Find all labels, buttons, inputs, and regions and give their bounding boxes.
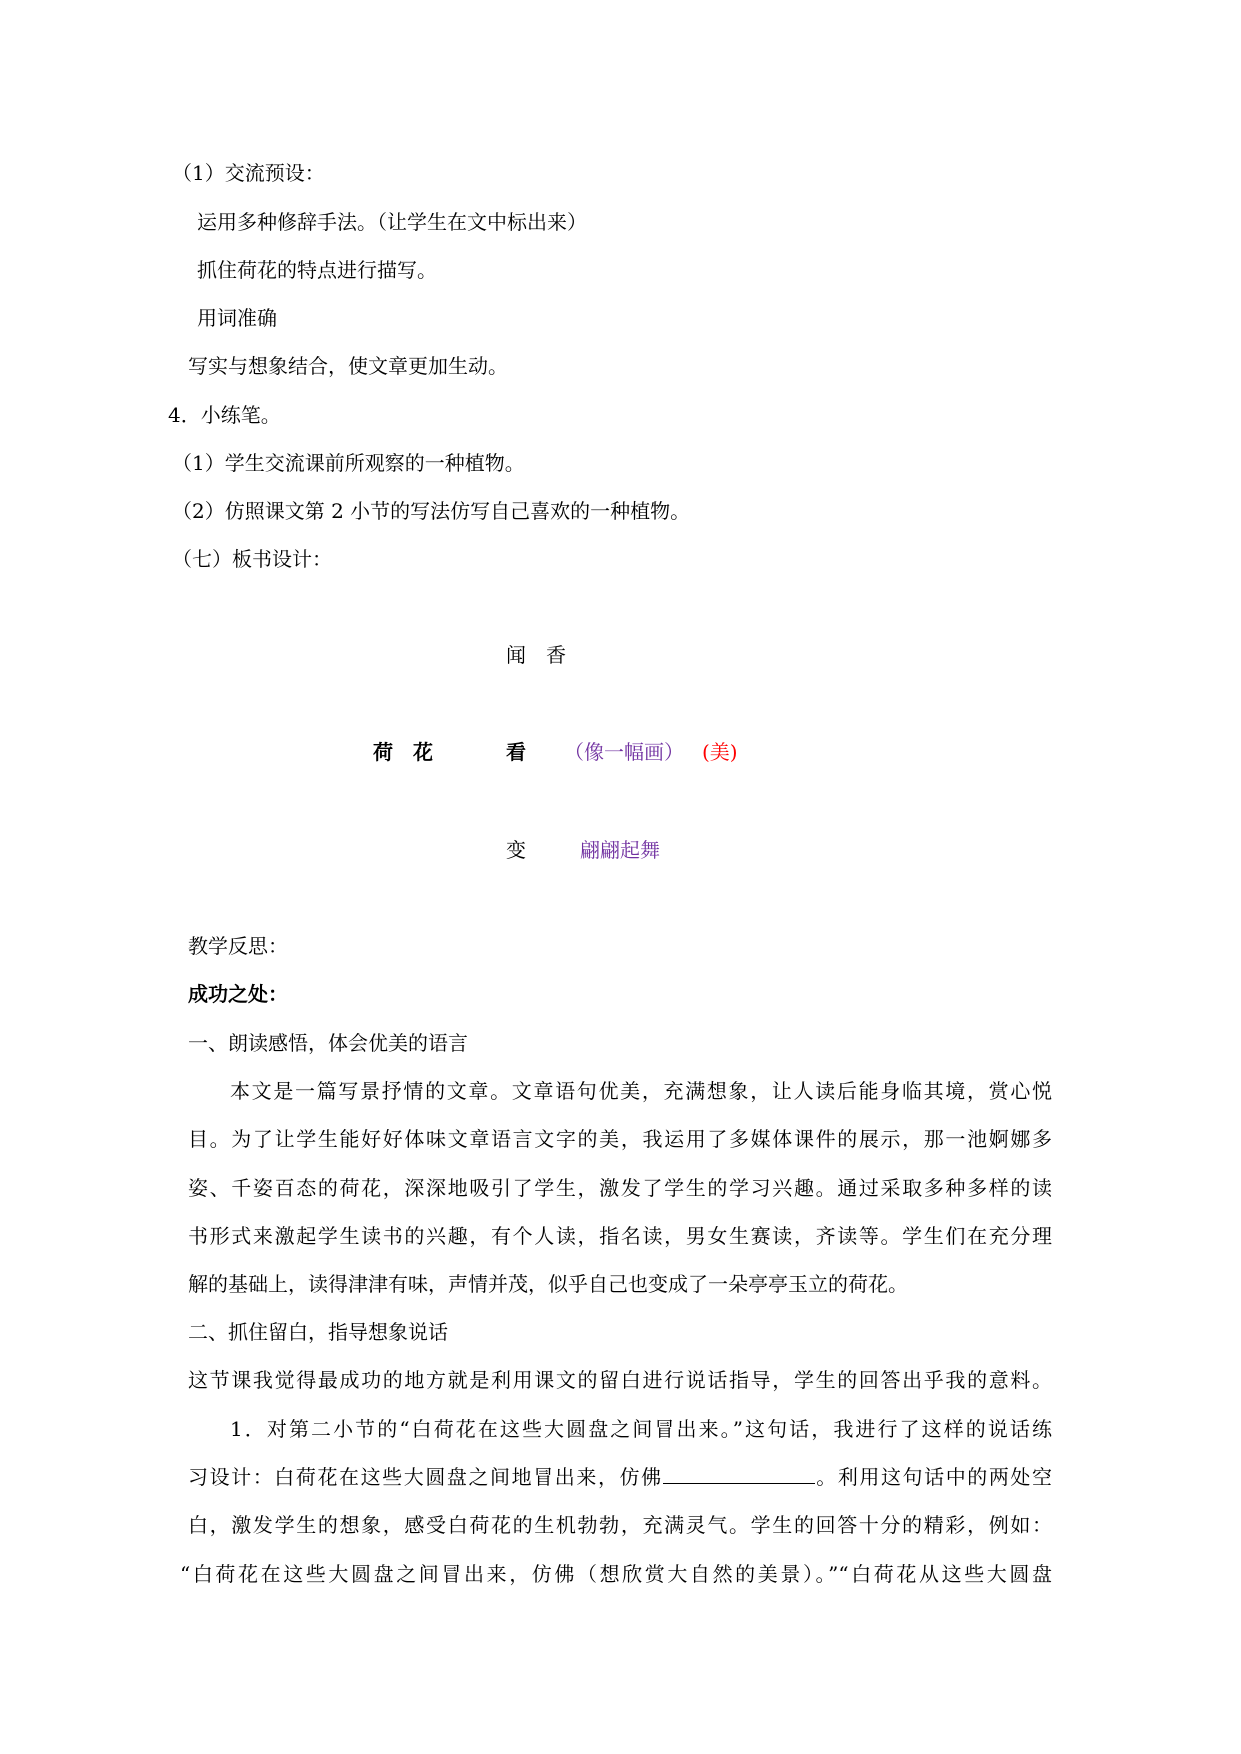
board-change: 变 [506,838,526,862]
success-heading: 成功之处： [188,982,288,1006]
paragraph-line: 目。为了让学生能好好体味文章语言文字的美，我运用了多媒体课件的展示，那一池婀娜多 [188,1127,1052,1151]
text-line: （七）板书设计： [172,547,332,571]
text-line: 抓住荷花的特点进行描写。 [197,258,437,282]
paragraph-line: 书形式来激起学生读书的兴趣，有个人读，指名读，男女生赛读，齐读等。学生们在充分理 [188,1224,1052,1248]
text-line: （1）交流预设： [172,161,325,185]
paragraph-line: “白荷花在这些大圆盘之间冒出来，仿佛（想欣赏大自然的美景）。”“白荷花从这些大圆盘 [180,1562,1052,1586]
paragraph-line: 这节课我觉得最成功的地方就是利用课文的留白进行说话指导，学生的回答出乎我的意料。 [188,1368,1052,1392]
board-lotus: 荷 花 [373,740,433,764]
board-smell: 闻 香 [506,643,566,667]
paragraph-text: 。利用这句话中的两处空 [814,1465,1053,1489]
reflection-title: 教学反思： [188,934,288,958]
paragraph-line: 白，激发学生的想象，感受白荷花的生机勃勃，充满灵气。学生的回答十分的精彩，例如： [188,1513,1052,1537]
board-beauty: (美) [702,740,738,764]
paragraph-line: 解的基础上，读得津津有味，声情并茂，似乎自己也变成了一朵亭亭玉立的荷花。 [188,1272,908,1296]
board-dance: 翩翩起舞 [580,838,660,862]
text-line: 写实与想象结合，使文章更加生动。 [188,354,508,378]
section-heading: 一、朗读感悟，体会优美的语言 [188,1031,468,1055]
board-like-painting-text: （像一幅画） [564,740,684,764]
board-look: 看 [506,740,526,764]
fill-in-blank [663,1463,815,1484]
text-line: 4．小练笔。 [168,403,281,427]
text-line: （1）学生交流课前所观察的一种植物。 [172,451,525,475]
text-line: 用词准确 [197,306,277,330]
paragraph-line: 1．对第二小节的“白荷花在这些大圆盘之间冒出来。”这句话，我进行了这样的说话练 [230,1417,1052,1441]
paragraph-text: 习设计：白荷花在这些大圆盘之间地冒出来，仿佛 [188,1465,663,1489]
paragraph-line: 姿、千姿百态的荷花，深深地吸引了学生，激发了学生的学习兴趣。通过采取多种多样的读 [188,1176,1052,1200]
text-line: （2）仿照课文第 2 小节的写法仿写自己喜欢的一种植物。 [172,499,691,523]
section-heading: 二、抓住留白，指导想象说话 [188,1320,448,1344]
text-line: 运用多种修辞手法。（让学生在文中标出来） [197,210,587,234]
paragraph-line [188,1463,1052,1491]
board-like-painting [564,738,684,766]
paragraph-line: 本文是一篇写景抒情的文章。文章语句优美，充满想象，让人读后能身临其境，赏心悦 [230,1079,1052,1103]
